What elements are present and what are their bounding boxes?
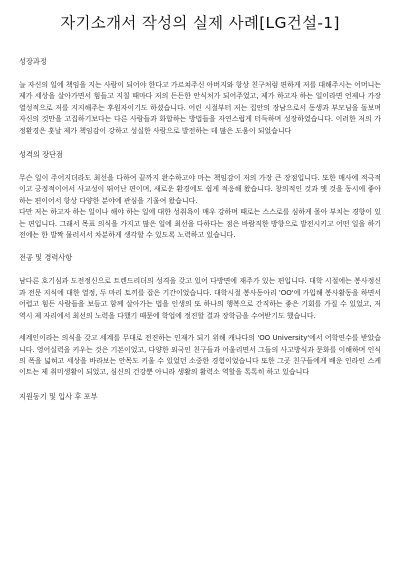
paragraph-major-career: 남다른 호기심과 도전정신으로 트렌드리더의 성격을 갖고 있어 다방면에 재주가 있는 편입니다. 대학 시절에는 봉사정신과 전문 지식에 대한 열정, 두 마리 토끼를 잡은 기간이었습니다. 대학시절 봉사동아리 'OO'에 가입해 봉사활동을 하면서 어렵고 힘든 사람들을 보듬고 함께 살아가는 법을 인생의 또 하나의 행복으로 간직하는 좋은 기회를 가질 수 있었고, 저 역시 제 자리에서 최선의 노력을 다했기 때문에 학업에 정진할 결과 장학금을 수여받기도 했습니다.: [19, 277, 381, 320]
paragraph-personality-weaknesses: 다만 저는 하고자 하는 일이나 해야 하는 일에 대한 성취욕이 매우 강하며 때로는 스스로를 심하게 몰아 부치는 경향이 있는 편입니다. 그래서 목표 의식을 가지고 많은 일에 최선을 다하다는 점은 바람직한 방향으로 발전시키고 어떤 일을 하기 전에는 한 발짝 물러서서 차분하게 생각할 수 있도록 노력하고 있습니다.: [19, 208, 381, 240]
document-title: 자기소개서 작성의 실제 사례[LG건설-1]: [60, 14, 340, 32]
paragraph-personality-strengths: 무슨 일이 주어지더라도 최선을 다하여 끝까지 완수하고야 마는 책임감이 저의 가장 큰 장점입니다. 또한 매사에 적극적이고 긍정적이어서 사교성이 뛰어난 편이며, 새로운 환경에도 쉽게 적응해 왔습니다. 창의적인 것과 옛 것을 동시에 좋아하는 편이어서 항상 다양한 분야에 관심을 기울여 왔습니다.: [19, 174, 381, 205]
section-heading-major-career: 전공 및 경력사항: [19, 253, 73, 263]
section-heading-personality: 성격의 장단점: [19, 150, 63, 160]
section-heading-growth: 성장과정: [19, 57, 47, 66]
paragraph-growth: 늘 자신의 일에 책임을 지는 사람이 되어야 한다고 가르쳐주신 아버지와 항상 친구처럼 편하게 저를 대해주시는 어머니는 제가 세상을 살아가면서 힘들고 지칠 때마다 저의 든든한 안식처가 되어주었고, 제가 하고자 하는 일이라면 언제나 가장 열성적으로 저를 지지해주는 후원자이기도 하셨습니다. 어린 시절부터 저는 집안의 장남으로서 동생과 부모님을 돌보며 자신의 것만을 고집하기보다는 다른 사람들과 화합하는 방법들을 자연스럽게 터득하며 성장하였습니다. 이러한 저의 가정환경은 훗날 제가 책임감이 강하고 성실한 사람으로 발전하는 데 많은 도움이 되었습니다: [19, 81, 381, 135]
paragraph-language-study: 세계인이라는 의식을 갖고 세계를 무대로 전진하는 인재가 되기 위해 캐나다의 'OO University'에서 어학연수를 받았습니다. 영어실력을 키우는 것은 기본이었고, 다양한 외국인 친구들과 어울리면서 그들의 사고방식과 문화를 이해하며 인식의 폭을 넓혀고 세상을 바라보는 안목도 키울 수 있었던 소중한 경험이었습니다 또한 그곳 친구들에게 배운 인라인 스케이트는 제 취미생활이 되었고, 심신의 건강뿐 아니라 생활의 활력소 역할을 톡톡히 하고 있습니다: [19, 334, 381, 377]
section-heading-motivation: 지원동기 및 입사 후 포부: [19, 391, 98, 401]
